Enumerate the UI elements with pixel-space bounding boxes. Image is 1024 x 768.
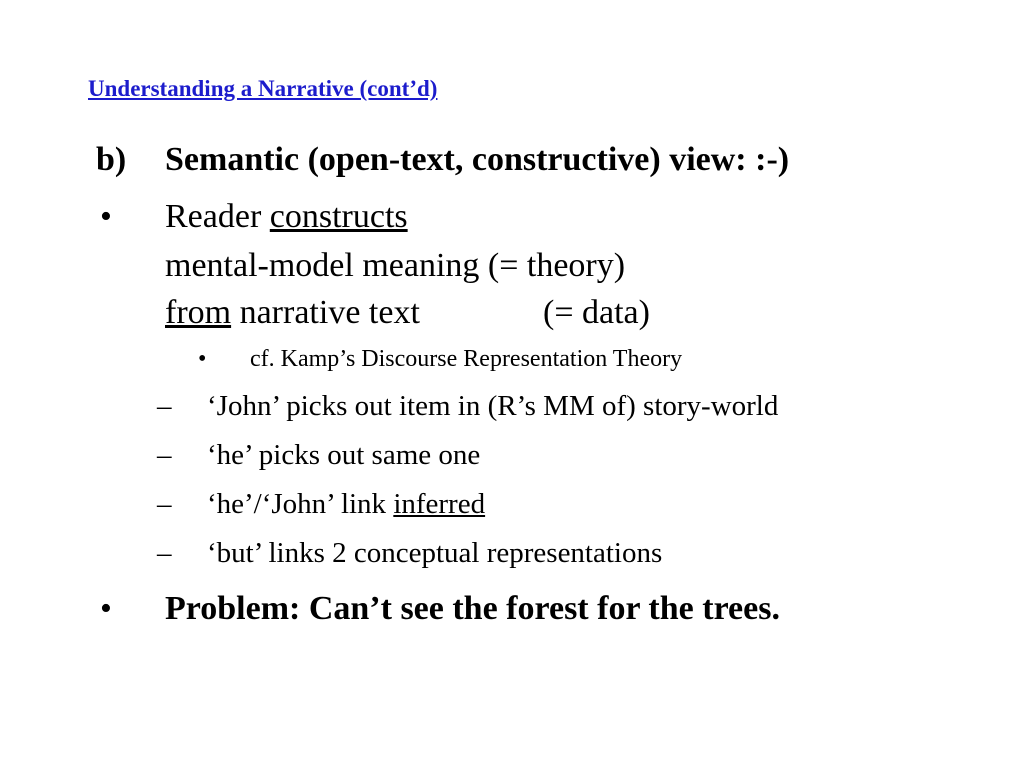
list-marker-b: b) bbox=[96, 141, 127, 178]
text-he-john-link: ‘he’/‘John’ link bbox=[207, 488, 394, 520]
list-item-line-3-data: (= data) bbox=[543, 294, 650, 331]
list-item-text: cf. Kamp’s Discourse Representation Theory bbox=[250, 346, 683, 372]
list-item-text: Semantic (open-text, constructive) view: :-) bbox=[165, 141, 790, 178]
text-inferred: inferred bbox=[393, 488, 486, 520]
list-item-text: Problem: Can’t see the forest for the trees. bbox=[165, 590, 780, 627]
list-item-text bbox=[207, 490, 485, 519]
dash-marker: – bbox=[157, 488, 172, 520]
list-item-line-3 bbox=[165, 296, 420, 330]
list-item-text: ‘John’ picks out item in (R’s MM of) story-world bbox=[207, 390, 779, 422]
dash-marker: – bbox=[157, 390, 172, 422]
bullet-marker: • bbox=[198, 346, 207, 372]
list-item-reader-constructs bbox=[100, 200, 800, 330]
dash-marker: – bbox=[157, 537, 172, 569]
text-constructs: constructs bbox=[269, 198, 408, 235]
list-item-line-2: mental-model meaning (= theory) bbox=[165, 247, 626, 284]
list-item-line-1 bbox=[165, 200, 408, 234]
bullet-marker: • bbox=[100, 198, 112, 235]
list-item-text: ‘but’ links 2 conceptual representations bbox=[207, 537, 663, 569]
text-narrative-text: narrative text bbox=[231, 294, 420, 331]
text-from: from bbox=[165, 294, 232, 331]
bullet-marker: • bbox=[100, 590, 112, 627]
text-reader: Reader bbox=[165, 198, 270, 235]
dash-marker: – bbox=[157, 439, 172, 471]
slide-title: Understanding a Narrative (cont’d) bbox=[88, 76, 438, 101]
list-item-text: ‘he’ picks out same one bbox=[207, 439, 481, 471]
